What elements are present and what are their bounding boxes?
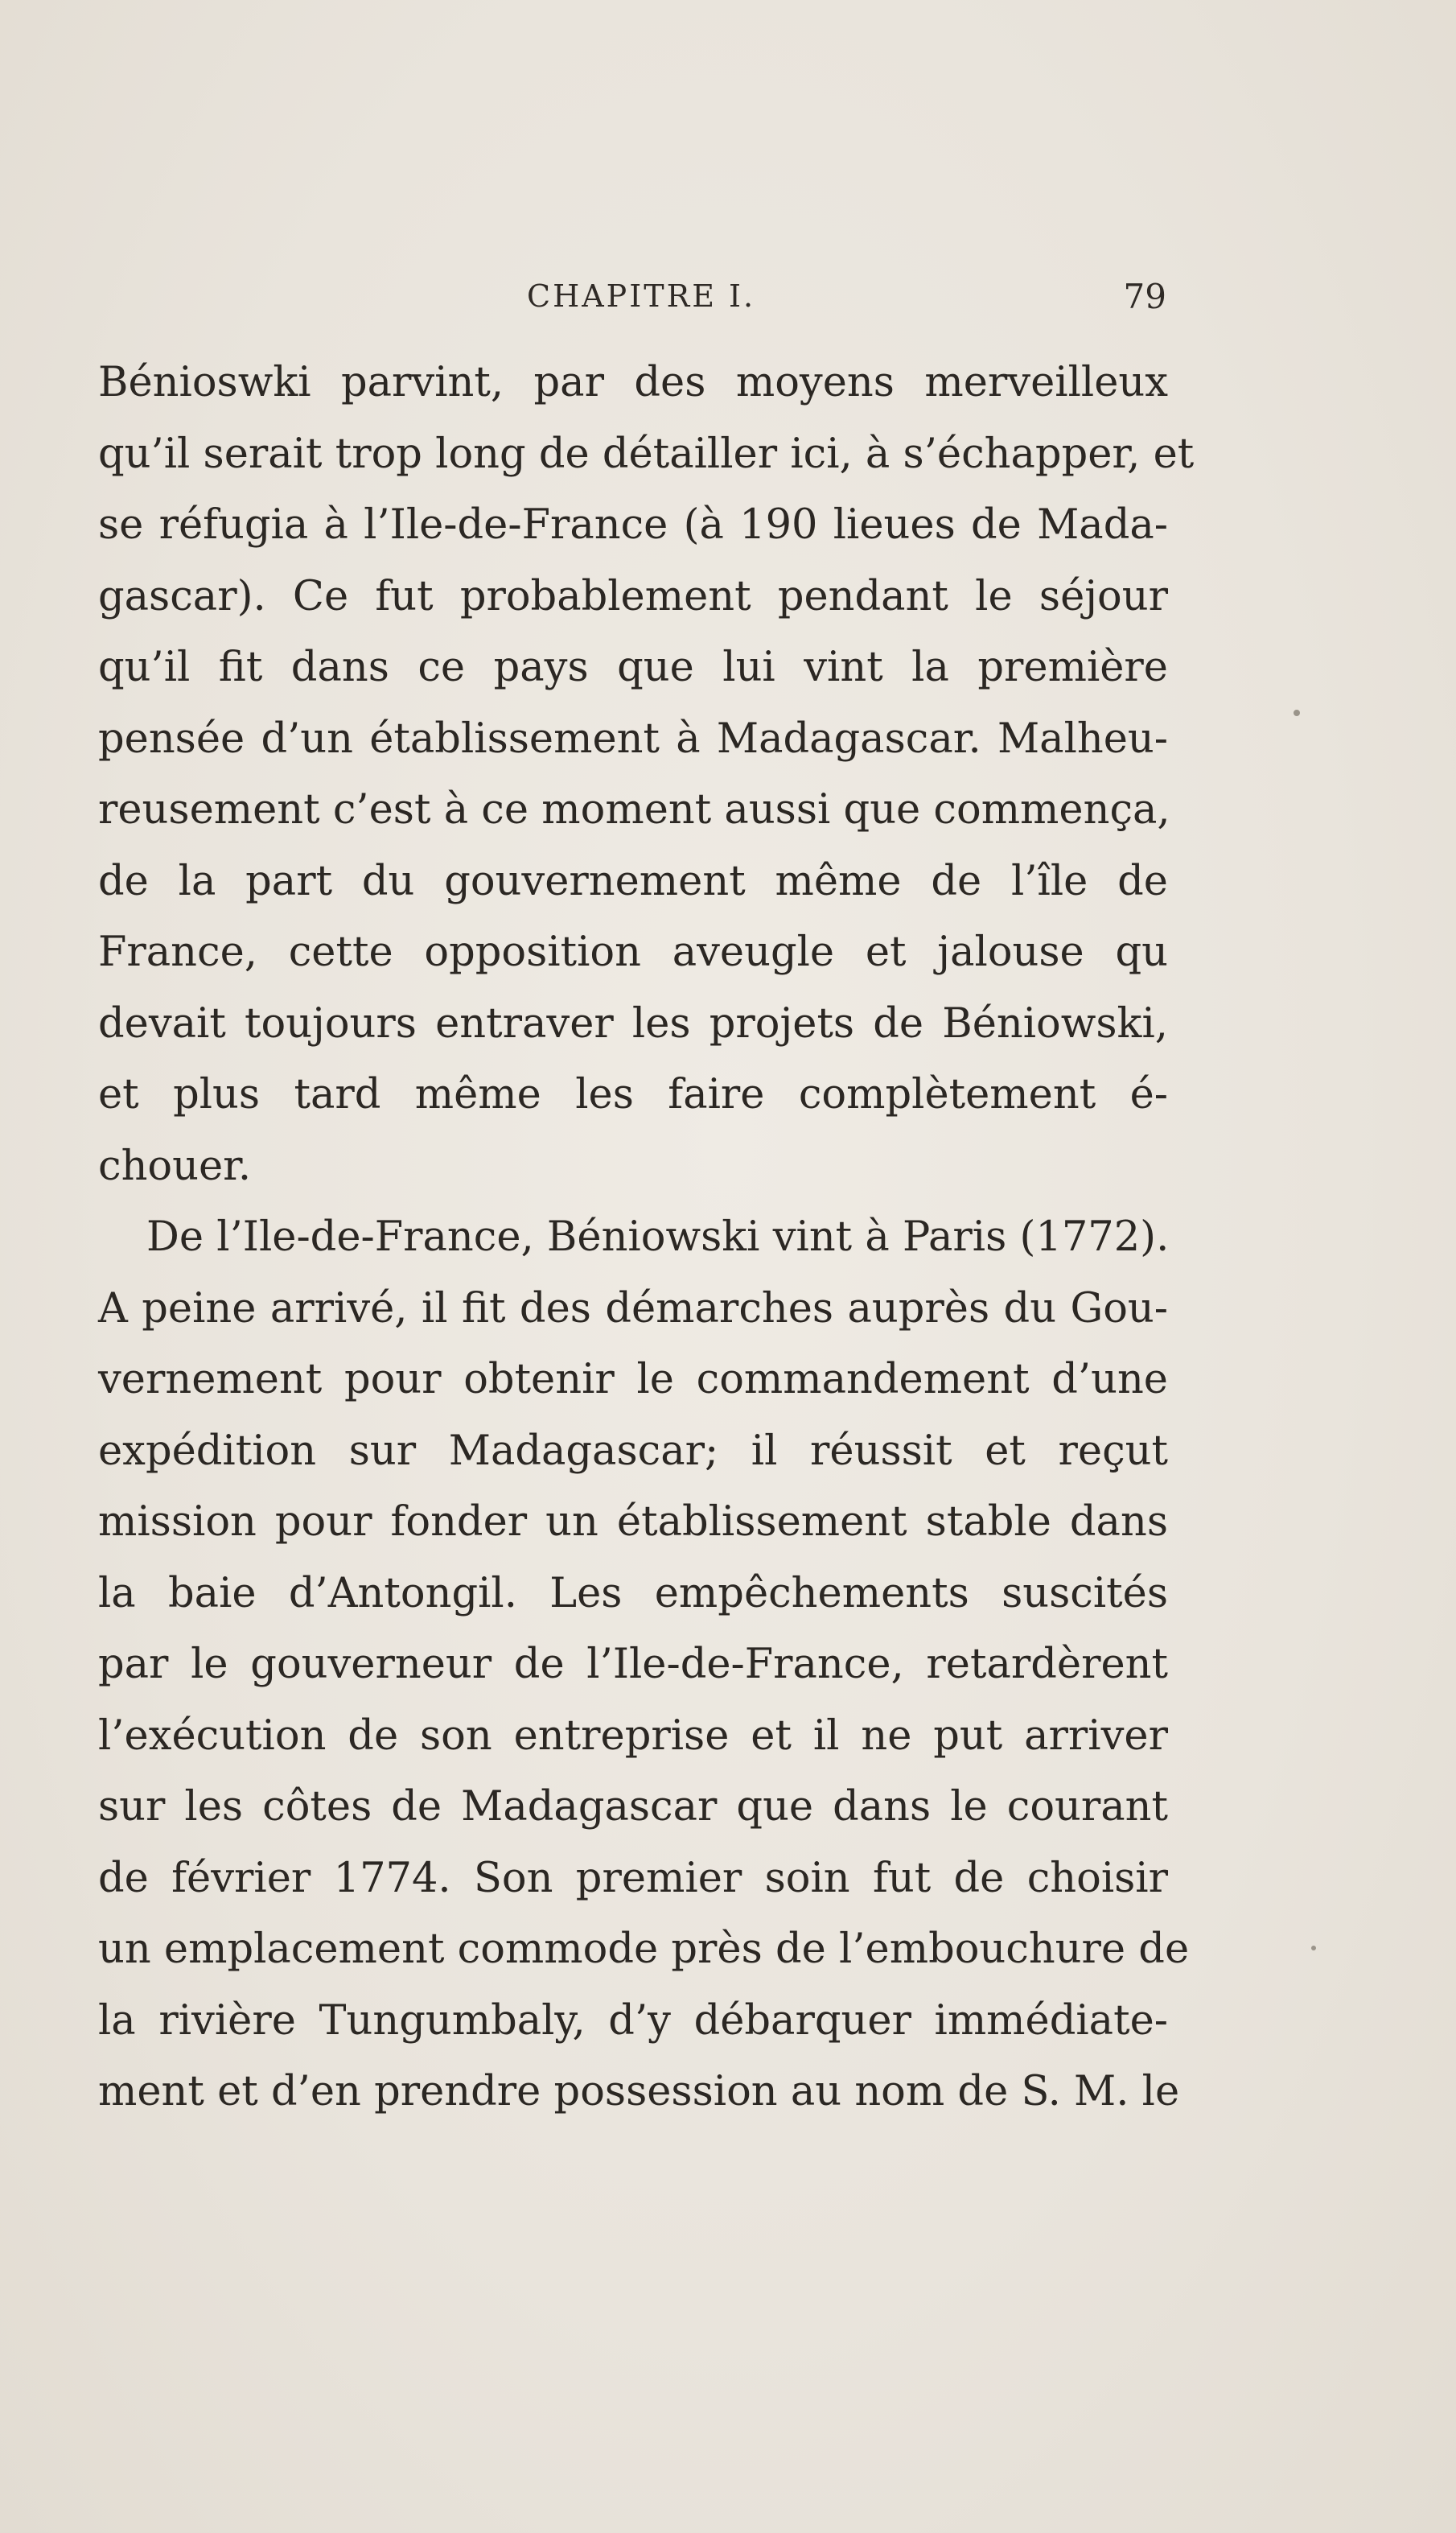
text-line: pensée d’un établissement à Madagascar. Malheu-: [98, 715, 1168, 763]
text-line: vernement pour obtenir le commandement d’une: [98, 1356, 1168, 1403]
text-line: de la part du gouvernement même de l’île de: [98, 857, 1168, 905]
text-line: la baie d’Antongil. Les empêchements suscités: [98, 1569, 1168, 1617]
paragraph: [98, 348, 1195, 1202]
text-line: et plus tard même les faire complètement é-: [98, 1071, 1168, 1118]
page-header: [97, 270, 1166, 327]
text-line: Bénioswki parvint, par des moyens merveilleux: [98, 359, 1168, 406]
text-line: A peine arrivé, il fit des démarches auprès du Gou-: [98, 1284, 1168, 1332]
body-text: [98, 348, 1195, 2128]
paper-fleck: [1311, 1946, 1316, 1950]
text-line: ment et d’en prendre possession au nom de S. M. le: [98, 2068, 1180, 2115]
page-number: 79: [1123, 277, 1166, 316]
text-line: par le gouverneur de l’Ile-de-France, retardèrent: [98, 1641, 1168, 1688]
text-line: chouer.: [98, 1142, 252, 1190]
text-line: France, cette opposition aveugle et jalouse qu: [98, 929, 1168, 976]
text-line: sur les côtes de Madagascar que dans le courant: [98, 1783, 1168, 1831]
text-line: De l’Ile-de-France, Béniowski vint à Paris (1772).: [146, 1213, 1170, 1261]
text-line: expédition sur Madagascar; il réussit et reçut: [98, 1427, 1168, 1475]
text-line: l’exécution de son entreprise et il ne put arriver: [98, 1711, 1168, 1760]
text-line: se réfugia à l’Ile-de-France (à 190 lieues de Mada-: [98, 501, 1168, 549]
text-line: reusement c’est à ce moment aussi que commença,: [98, 786, 1170, 834]
running-head: CHAPITRE I.: [527, 278, 756, 314]
text-line: qu’il serait trop long de détailler ici, à s’échapper, et: [98, 430, 1195, 478]
paper-fleck: [1294, 710, 1300, 716]
text-line: gascar). Ce fut probablement pendant le séjour: [98, 572, 1168, 620]
text-line: un emplacement commode près de l’embouchure de: [98, 1925, 1190, 1973]
text-line: qu’il fit dans ce pays que lui vint la première: [98, 644, 1168, 691]
paragraph: [98, 1202, 1190, 2128]
text-line: de février 1774. Son premier soin fut de choisir: [98, 1854, 1168, 1902]
text-line: la rivière Tungumbaly, d’y débarquer immédiate-: [98, 1996, 1168, 2045]
text-line: mission pour fonder un établissement stable dans: [98, 1498, 1168, 1546]
text-line: devait toujours entraver les projets de Béniowski,: [98, 999, 1168, 1048]
